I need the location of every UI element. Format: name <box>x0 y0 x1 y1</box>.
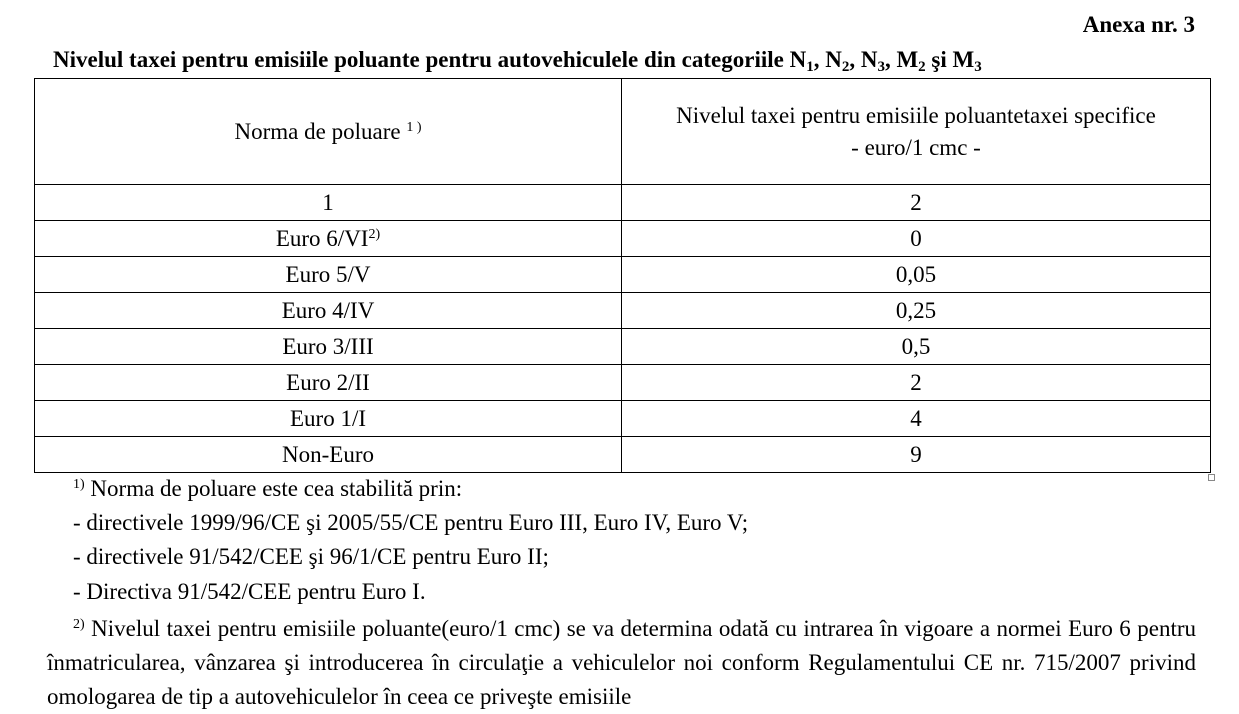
footnote-list-item: - directivele 1999/96/CE şi 2005/55/CE pentru Euro III, Euro IV, Euro V; <box>73 510 749 535</box>
title-separator: , M <box>884 47 919 72</box>
value-cell: 0 <box>622 221 1211 257</box>
header-label-unit: - euro/1 cmc - <box>851 134 981 160</box>
norm-label: Euro 6/VI <box>275 225 369 251</box>
norm-cell: Euro 2/II <box>35 365 622 401</box>
table-resize-handle[interactable] <box>1208 474 1215 481</box>
footnote-2-paragraph <box>47 612 1196 714</box>
table-row <box>35 437 1211 473</box>
table-row <box>35 293 1211 329</box>
norm-cell <box>35 221 622 257</box>
header-label-tax-level: Nivelul taxei pentru emisiile poluantetaxei specifice <box>676 102 1156 128</box>
footnote-list-item: - Directiva 91/542/CEE pentru Euro I. <box>73 579 426 604</box>
footnote-2-marker: 2) <box>73 617 85 632</box>
title-subscript-n1: 1 <box>806 59 814 75</box>
title-text: Nivelul taxei pentru emisiile poluante pentru autovehiculele din categoriile N <box>53 47 807 72</box>
title-separator: şi M <box>925 47 975 72</box>
header-cell-pollution-norm <box>35 79 622 185</box>
title-subscript-n3: 3 <box>877 59 885 75</box>
index-cell: 2 <box>622 185 1211 221</box>
title-separator: , N <box>849 47 878 72</box>
footnote-ref-2: 2) <box>368 226 381 242</box>
norm-cell: Euro 1/I <box>35 401 622 437</box>
header-label-pollution-norm: Norma de poluare <box>234 118 401 144</box>
footnote-1 <box>73 474 462 504</box>
norm-cell: Euro 3/III <box>35 329 622 365</box>
header-cell-tax-level <box>622 79 1211 185</box>
footnote-1-marker: 1) <box>73 477 85 492</box>
footnote-1-text: Norma de poluare este cea stabilită prin: <box>84 476 463 501</box>
title-subscript-m3: 3 <box>974 59 982 75</box>
table-row <box>35 401 1211 437</box>
emission-tax-table <box>34 78 1211 473</box>
norm-cell: Euro 4/IV <box>35 293 622 329</box>
value-cell: 9 <box>622 437 1211 473</box>
table-row <box>35 257 1211 293</box>
table-row <box>35 365 1211 401</box>
table-row <box>35 329 1211 365</box>
annex-label: Anexa nr. 3 <box>1082 12 1195 37</box>
value-cell: 0,05 <box>622 257 1211 293</box>
index-cell: 1 <box>35 185 622 221</box>
table-row <box>35 221 1211 257</box>
norm-cell: Non-Euro <box>35 437 622 473</box>
table-header-row <box>35 79 1211 185</box>
value-cell: 4 <box>622 401 1211 437</box>
table-index-row <box>35 185 1211 221</box>
value-cell: 0,25 <box>622 293 1211 329</box>
footnote-ref-1: 1 ) <box>406 119 422 135</box>
footnote-2-text: Nivelul taxei pentru emisiile poluante(euro/1 cmc) se va determina odată cu intrarea în vigoare a normei Euro 6 pentru înmatricularea, vânzarea şi introducerea în circulaţie a vehiculelor noi conform Regulamentului CE nr. 715/2007 privind omologarea de tip a autovehiculelor în ceea ce priveşte emisiile <box>47 616 1196 709</box>
footnote-list-item: - directivele 91/542/CEE şi 96/1/CE pentru Euro II; <box>73 544 549 569</box>
value-cell: 0,5 <box>622 329 1211 365</box>
document-title <box>53 45 982 75</box>
title-subscript-n2: 2 <box>841 59 850 75</box>
value-cell: 2 <box>622 365 1211 401</box>
norm-cell: Euro 5/V <box>35 257 622 293</box>
title-separator: , N <box>813 47 842 72</box>
title-subscript-m2: 2 <box>918 59 926 75</box>
